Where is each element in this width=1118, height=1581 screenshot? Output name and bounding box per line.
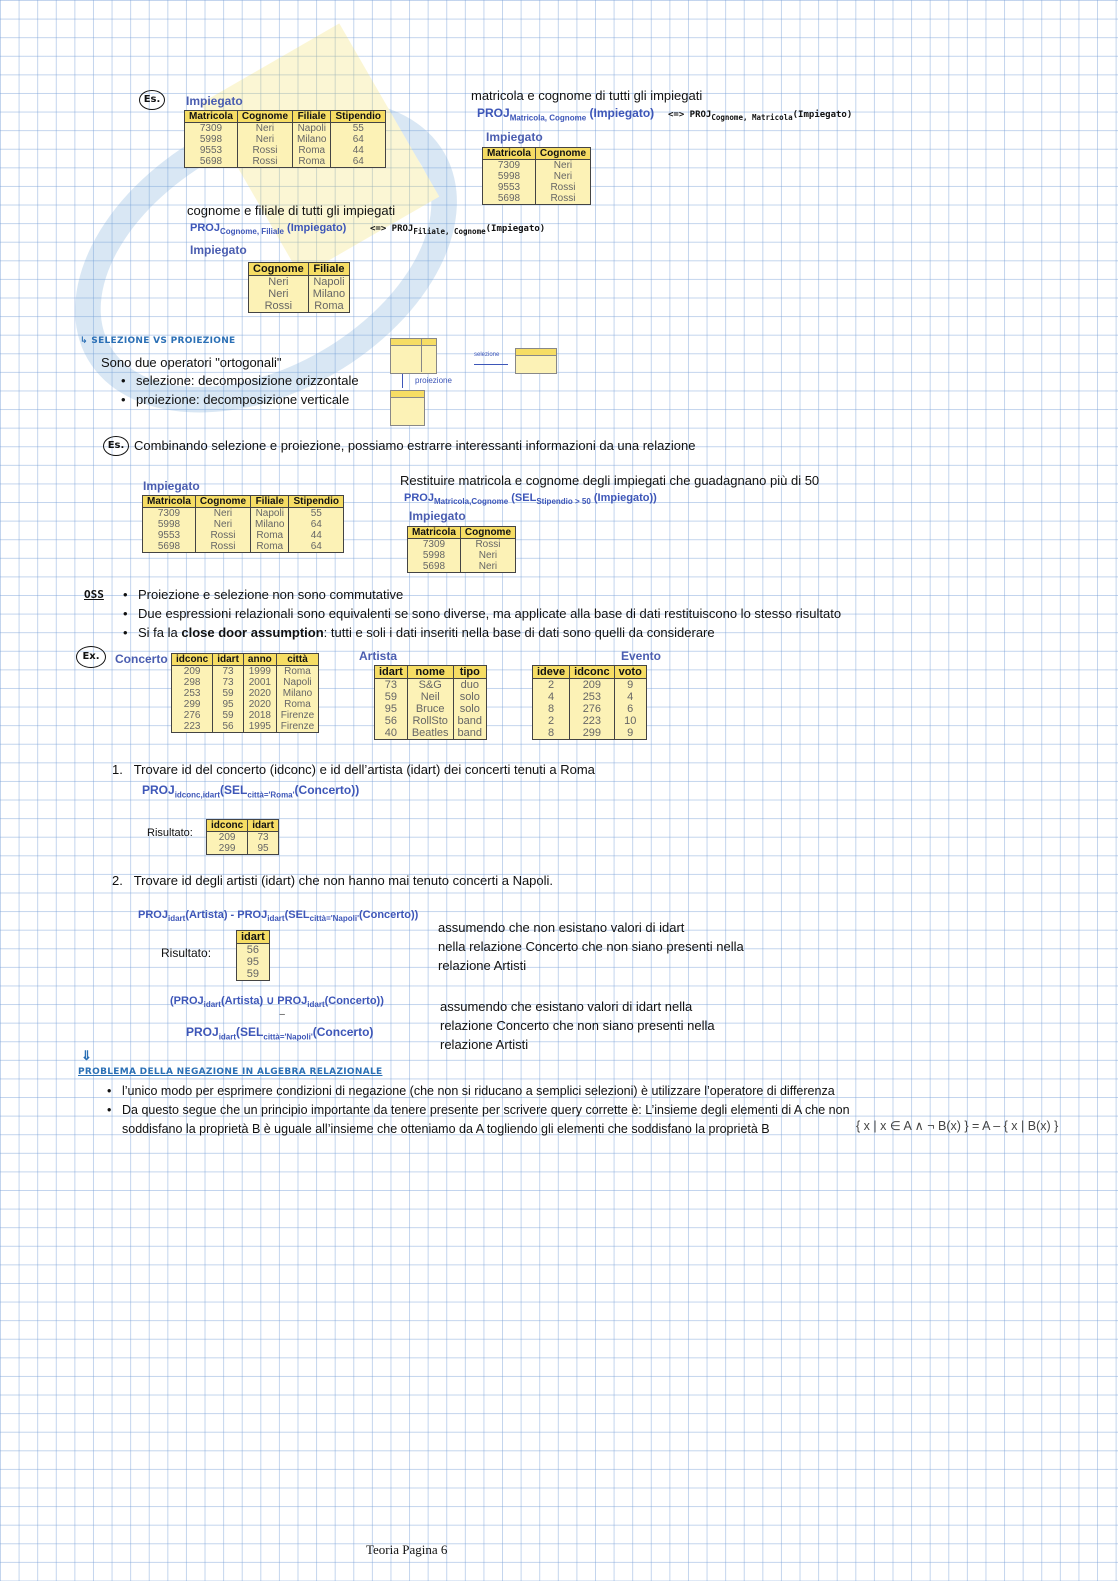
table-row [375,691,487,703]
negazione-bullets [104,1082,850,1139]
table-cell: 2 [533,679,570,692]
ex2-expression: $PROJ_{Matricola,Cognome}$ ($SEL_{Stipendio > 50}$ (Impiegato)) [404,492,657,507]
column-header: idart [248,820,279,832]
ex3-q2-result-table [236,930,270,981]
table-cell: Neri [249,276,309,289]
table-cell: 9 [614,727,646,740]
table-cell: 95 [248,843,279,855]
column-header: Cognome [195,496,250,508]
table-cell: 55 [289,508,344,520]
column-header: idart [213,654,244,666]
es-circle: Es. [139,90,165,110]
table-cell: 8 [533,727,570,740]
table-row [237,956,270,968]
table-row [533,727,647,740]
table-cell: solo [453,703,486,715]
table-header-row [237,931,270,944]
table-header-row [483,148,591,160]
table-cell: 73 [213,677,244,688]
table-cell: Neil [407,691,453,703]
column-header: idconc [172,654,213,666]
table-header-row [185,111,386,123]
q1-expression [477,106,654,122]
column-header: tipo [453,666,486,679]
table-cell: 253 [172,688,213,699]
table-cell: 2020 [243,699,276,710]
table-cell: 5698 [483,193,536,205]
table-header-row [533,666,647,679]
artista-table [374,665,487,740]
table-row [172,710,319,721]
negazione-formula: { x | x ∈ A ∧ ¬ B(x) } = A – { x | B(x) } [856,1119,1059,1133]
table-cell: 56 [213,721,244,733]
table-cell: Neri [237,123,292,135]
table-row [143,541,344,553]
ex3-q2-note2: assumendo che esistano valori di idart nella relazione Concerto che non siano presenti nella relazione Artisti [440,999,715,1052]
table-cell: band [453,727,486,740]
table-cell: 5998 [185,134,238,145]
concerto-label: Concerto [115,652,168,666]
list-item: • selezione: decomposizione orizzontale [118,371,359,390]
table-row [533,691,647,703]
table-row [207,843,279,855]
table-cell: Napoli [293,123,331,135]
sel-vs-proj-heading: ↳ SELEZIONE VS PROIEZIONE [80,336,236,346]
q2-equivalent: <=> $PROJ_{Filiale, Cognome}(Impiegato)$ [370,224,546,236]
proj-op: PROJ [477,106,510,120]
table-cell: 73 [213,666,244,678]
ex3-q2-expression: $PROJ_{idart}(Artista)$ - $PROJ_{idart}(SEL_{città='Napoli'}(Concerto))$ [138,909,419,924]
table-cell: 59 [213,710,244,721]
table-cell: Roma [293,156,331,168]
table-cell: Napoli [276,677,318,688]
ex2-result-label: Impiegato [409,509,466,523]
column-header: Cognome [460,527,515,539]
table-cell: 5698 [408,561,461,573]
table-cell: 223 [570,715,614,727]
table-cell: Rossi [195,541,250,553]
table-row [408,550,516,561]
table-cell: 2020 [243,688,276,699]
table-cell: 1999 [243,666,276,678]
table-cell: 95 [375,703,408,715]
table-cell: 1995 [243,721,276,733]
table-cell: 9553 [143,530,196,541]
list-item: • proiezione: decomposizione verticale [118,390,359,409]
table-row [375,727,487,740]
table-cell: Rossi [535,182,590,193]
table-cell: 40 [375,727,408,740]
table-cell: Firenze [276,721,318,733]
table-row [249,300,350,313]
list-item: • l’unico modo per esprimere condizioni di negazione (che non si riducano a semplici selezioni) è utilizzare l’operatore di differenza [104,1082,850,1101]
table-cell: Neri [535,171,590,182]
column-header: idconc [570,666,614,679]
table-cell: Roma [276,699,318,710]
table-cell: Napoli [308,276,349,289]
column-header: Filiale [308,263,349,276]
table-cell: Neri [249,288,309,300]
ex3-q2-expression2-bottom: $PROJ_{idart}(SEL_{città='Napoli'}(Concerto)$ [186,1025,374,1042]
table-cell: 7309 [185,123,238,135]
column-header: ideve [533,666,570,679]
table-cell: Bruce [407,703,453,715]
table-cell: duo [453,679,486,692]
table-row [172,699,319,710]
table-cell: Neri [460,550,515,561]
q1-result-label: Impiegato [486,130,543,144]
table-cell: 2001 [243,677,276,688]
table-cell: 9553 [483,182,536,193]
table-cell: Rossi [460,539,515,551]
table-header-row [172,654,319,666]
column-header: Matricola [408,527,461,539]
table-header-row [143,496,344,508]
table-cell: 253 [570,691,614,703]
table-cell: 56 [237,944,270,957]
table-cell: 5998 [408,550,461,561]
table-row [375,715,487,727]
table-cell: Napoli [251,508,289,520]
concerto-table [171,653,319,733]
table-cell: 64 [331,134,386,145]
list-item: • Due espressioni relazionali sono equivalenti se sono diverse, ma applicate alla base di dati restituiscono lo stesso risultato [120,604,841,623]
table-cell: Neri [195,519,250,530]
table-cell: Rossi [249,300,309,313]
column-header: voto [614,666,646,679]
table-cell: Rossi [237,145,292,156]
table-cell: 299 [570,727,614,740]
q2-result-table [248,262,350,313]
q1-result-table [482,147,591,205]
table-cell: band [453,715,486,727]
table-cell: Roma [308,300,349,313]
ex3-q2: 2. Trovare id degli artisti (idart) che non hanno mai tenuto concerti a Napoli. [112,873,554,888]
table-cell: 276 [570,703,614,715]
table-row [172,666,319,678]
table-cell: 6 [614,703,646,715]
column-header: Stipendio [289,496,344,508]
sel-vs-proj-intro: Sono due operatori "ortogonali" [101,355,282,370]
table-row [533,679,647,692]
table-row [172,688,319,699]
table-header-row [408,527,516,539]
column-header: idart [237,931,270,944]
table-cell: Firenze [276,710,318,721]
table-cell: Roma [293,145,331,156]
table-cell: 299 [207,843,248,855]
table-cell: Rossi [535,193,590,205]
q2-expression: $PROJ_{Cognome, Filiale}$ (Impiegato) [190,222,347,237]
table-cell: 4 [614,691,646,703]
table-row [172,677,319,688]
selezione-arrow [474,364,508,365]
down-arrow-icon: ⇓ [81,1048,92,1063]
proj-arg: (Impiegato) [589,106,655,120]
table-cell: Milano [276,688,318,699]
table-row [483,193,591,205]
table-row [143,530,344,541]
q2-text: cognome e filiale di tutti gli impiegati [187,203,396,218]
table-cell: 209 [570,679,614,692]
table-cell: 209 [207,832,248,844]
column-header: città [276,654,318,666]
selezione-label: selezione [474,352,500,358]
table-cell: Roma [251,541,289,553]
q2-result-label: Impiegato [190,243,247,257]
table-row [237,944,270,957]
table-row [172,721,319,733]
table-row [533,703,647,715]
column-header: Cognome [535,148,590,160]
table-cell: 5698 [143,541,196,553]
table-cell: 7309 [483,160,536,172]
evento-label: Evento [621,649,662,663]
table-cell: Beatles [407,727,453,740]
table-cell: 64 [289,541,344,553]
ex2-query-text: Restituire matricola e cognome degli impiegati che guadagnano più di 50 [400,473,820,488]
column-header: Cognome [249,263,309,276]
oss-label: OSS [84,588,104,601]
table-cell: 5998 [143,519,196,530]
table-row [249,288,350,300]
list-item: • Da questo segue che un principio importante da tenere presente per scrivere query corrette è: L’insieme degli elementi di A che non soddisfano la proprietà B è uguale all’insieme che otteniamo da A togliendo gli elementi che soddisfano la proprietà B [104,1101,850,1139]
table-cell: 59 [375,691,408,703]
ex3-q2-result-label: Risultato: [161,946,212,960]
table-row [207,832,279,844]
ex2-result-table [407,526,516,573]
table-row [249,276,350,289]
table-cell: RollSto [407,715,453,727]
table-cell: Neri [195,508,250,520]
table-row [375,703,487,715]
impiegato-label: Impiegato [143,479,200,493]
table-cell: 44 [289,530,344,541]
table-cell: 4 [533,691,570,703]
table-cell: Neri [535,160,590,172]
table-cell: 7309 [408,539,461,551]
table-cell: solo [453,691,486,703]
table-cell: 276 [172,710,213,721]
table-cell: 209 [172,666,213,678]
table-row [185,134,386,145]
table-cell: 2 [533,715,570,727]
table-cell: 59 [213,688,244,699]
table-row [375,679,487,692]
table-cell: 73 [248,832,279,844]
ex3-q1-expression: $PROJ_{idconc,idart}(SEL_{città='Roma'}(Concerto))$ [142,783,360,800]
table-cell: 10 [614,715,646,727]
table-row [408,539,516,551]
column-header: Filiale [251,496,289,508]
table-cell: 9 [614,679,646,692]
es-circle: Es. [103,436,129,456]
table-header-row [249,263,350,276]
proj-attrs: Matricola, Cognome [509,113,587,123]
table-cell: 223 [172,721,213,733]
oss-bullets [120,585,841,642]
column-header: Matricola [483,148,536,160]
evento-table [532,665,647,740]
table-cell: Neri [237,134,292,145]
table-cell: 5698 [185,156,238,168]
proiezione-label: proiezione [415,376,452,385]
column-header: Matricola [143,496,196,508]
q1-text: matricola e cognome di tutti gli impiegati [471,88,703,103]
table-row [483,160,591,172]
ex3-q1-result-label: Risultato: [147,827,193,839]
table-cell: Milano [251,519,289,530]
table-cell: 73 [375,679,408,692]
table-cell: Milano [293,134,331,145]
column-header: Matricola [185,111,238,123]
table-cell: Roma [251,530,289,541]
impiegato-table [142,495,344,553]
ex3-q1-result-table [206,819,279,855]
artista-label: Artista [359,649,398,663]
table-cell: 56 [375,715,408,727]
table-row [143,519,344,530]
negazione-heading: PROBLEMA DELLA NEGAZIONE IN ALGEBRA RELAZIONALE [78,1067,383,1077]
table-cell: Roma [276,666,318,678]
column-header: Filiale [293,111,331,123]
table-cell: Rossi [237,156,292,168]
table-header-row [375,666,487,679]
table-header-row [207,820,279,832]
q1-equivalent: <=> $PROJ_{Cognome, Matricola}(Impiegato)$ [668,110,853,122]
table-row [185,123,386,135]
table-cell: Rossi [195,530,250,541]
table-cell: 5998 [483,171,536,182]
table-cell: 298 [172,677,213,688]
table-cell: Neri [460,561,515,573]
impiegato-label: Impiegato [186,94,243,108]
table-row [483,182,591,193]
table-cell: S&G [407,679,453,692]
proiezione-arrow [402,374,403,388]
table-cell: 2018 [243,710,276,721]
table-cell: Milano [308,288,349,300]
column-header: Stipendio [331,111,386,123]
impiegato-table [184,110,386,168]
table-cell: 59 [237,968,270,981]
table-row [408,561,516,573]
table-cell: 95 [213,699,244,710]
table-cell: 7309 [143,508,196,520]
table-cell: 55 [331,123,386,135]
page-footer: Teoria Pagina 6 [366,1542,448,1557]
table-cell: 44 [331,145,386,156]
list-item: • Si fa la close door assumption: tutti e soli i dati inseriti nella base di dati sono quelli da considerare [120,623,841,642]
column-header: idart [375,666,408,679]
ex-circle: Ex. [76,646,106,668]
table-cell: 299 [172,699,213,710]
table-row [185,145,386,156]
column-header: Cognome [237,111,292,123]
ex3-q2-expression2-top: ($PROJ_{idart}(Artista)$ ∪ $PROJ_{idart}(Concerto)$) [170,995,384,1010]
column-header: idconc [207,820,248,832]
table-row [143,508,344,520]
table-row [185,156,386,168]
table-cell: 8 [533,703,570,715]
ex3-q1: 1. Trovare id del concerto (idconc) e id dell’artista (idart) dei concerti tenuti a Roma [112,762,595,777]
column-header: anno [243,654,276,666]
minus-sign: − [279,1009,286,1021]
ex3-q2-note1: assumendo che non esistano valori di idart nella relazione Concerto che non siano presenti nella relazione Artisti [438,920,744,973]
table-row [533,715,647,727]
sel-vs-proj-bullets [118,371,359,409]
ex2-text: Combinando selezione e proiezione, possiamo estrarre interessanti informazioni da una relazione [134,438,696,453]
table-cell: 9553 [185,145,238,156]
list-item: • Proiezione e selezione non sono commutative [120,585,841,604]
table-cell: 95 [237,956,270,968]
table-row [237,968,270,981]
table-cell: 64 [331,156,386,168]
column-header: nome [407,666,453,679]
table-row [483,171,591,182]
table-cell: 64 [289,519,344,530]
